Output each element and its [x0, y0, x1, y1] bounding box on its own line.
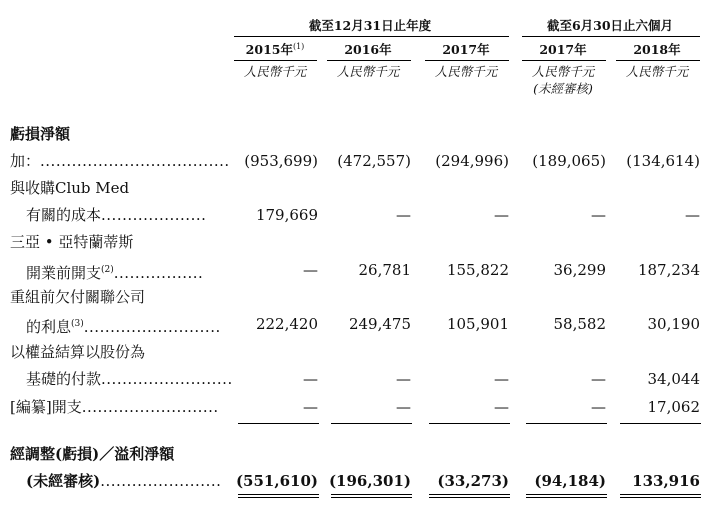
- unit-label: 人民幣千元: [336, 64, 400, 79]
- unit-label: 人民幣千元: [625, 64, 689, 79]
- year-header-2017: 2017年: [442, 42, 490, 57]
- total-rule: [238, 497, 319, 498]
- unit-label: 人民幣千元: [434, 64, 498, 79]
- year-rule: [327, 60, 411, 61]
- add-2017-h1: (189,065): [532, 152, 606, 170]
- redacted-2016: —: [396, 398, 411, 416]
- subtotal-rule: [238, 423, 319, 424]
- clubmed-label-line1: 與收購Club Med: [10, 179, 130, 197]
- add-label: 加：....................................: [10, 152, 230, 170]
- total-rule: [429, 497, 510, 498]
- year-header-2018-h1: 2018年: [633, 42, 681, 57]
- clubmed-2018-h1: —: [685, 206, 700, 224]
- unit-label: 人民幣千元: [243, 64, 307, 79]
- interest-2018-h1: 30,190: [647, 315, 700, 333]
- header-rule: [522, 36, 700, 37]
- subtotal-rule: [620, 423, 701, 424]
- total-rule: [620, 497, 701, 498]
- add-2016: (472,557): [337, 152, 411, 170]
- year-header-2015: 2015年$^{(1)}$: [245, 41, 305, 57]
- sanya-2016: 26,781: [358, 261, 411, 279]
- adjusted-label-line1: 經調整(虧損)／溢利淨額: [10, 445, 175, 463]
- redacted-2017: —: [494, 398, 509, 416]
- share-2017: —: [494, 370, 509, 388]
- redacted-2015: —: [303, 398, 318, 416]
- sanya-2015: —: [303, 261, 318, 279]
- adjusted-2018-h1: 133,916: [632, 472, 700, 490]
- total-rule: [526, 497, 607, 498]
- unaudited-label: (未經審核): [533, 81, 593, 96]
- clubmed-2015: 179,669: [255, 206, 318, 224]
- interest-2015: 222,420: [255, 315, 318, 333]
- interest-2017-h1: 58,582: [553, 315, 606, 333]
- subtotal-rule: [331, 423, 412, 424]
- header-rule: [234, 36, 509, 37]
- interest-label: 的利息$^{(3)}$..........................: [26, 318, 221, 336]
- share-label: 基礎的付款.........................: [26, 370, 233, 388]
- clubmed-2017: —: [494, 206, 509, 224]
- unit-label: 人民幣千元: [531, 64, 595, 79]
- total-rule: [620, 494, 701, 495]
- share-2017-h1: —: [591, 370, 606, 388]
- sanya-2017-h1: 36,299: [553, 261, 606, 279]
- add-2015: (953,699): [244, 152, 318, 170]
- interest-label-line1: 重組前欠付關聯公司: [10, 288, 146, 306]
- clubmed-2017-h1: —: [591, 206, 606, 224]
- group-header-year-end: 截至12月31日止年度: [308, 18, 432, 33]
- adjusted-2015: (551,610): [235, 472, 318, 490]
- interest-2017: 105,901: [446, 315, 509, 333]
- interest-2016: 249,475: [348, 315, 411, 333]
- redacted-label: [編纂]開支..........................: [10, 398, 219, 416]
- sanya-2017: 155,822: [446, 261, 509, 279]
- share-2015: —: [303, 370, 318, 388]
- year-header-2016: 2016年: [344, 42, 392, 57]
- sanya-2018-h1: 187,234: [637, 261, 700, 279]
- total-rule: [526, 494, 607, 495]
- redacted-2018-h1: 17,062: [647, 398, 700, 416]
- sanya-label-line1: 三亞 • 亞特蘭蒂斯: [10, 233, 134, 251]
- share-label-line1: 以權益結算以股份為: [10, 343, 146, 361]
- share-2018-h1: 34,044: [647, 370, 700, 388]
- adjusted-label: (未經審核).......................: [26, 472, 222, 490]
- year-rule: [234, 60, 317, 61]
- year-rule: [425, 60, 509, 61]
- subtotal-rule: [429, 423, 510, 424]
- clubmed-label: 有關的成本....................: [26, 206, 207, 224]
- total-rule: [331, 497, 412, 498]
- sanya-label: 開業前開支$^{(2)}$.................: [26, 264, 204, 282]
- year-rule: [522, 60, 606, 61]
- subtotal-rule: [526, 423, 607, 424]
- group-header-six-months: 截至6月30日止六個月: [546, 18, 674, 33]
- year-rule: [616, 60, 700, 61]
- redacted-2017-h1: —: [591, 398, 606, 416]
- add-2018-h1: (134,614): [626, 152, 700, 170]
- adjusted-2017-h1: (94,184): [534, 472, 606, 490]
- total-rule: [331, 494, 412, 495]
- clubmed-2016: —: [396, 206, 411, 224]
- adjusted-2017: (33,273): [437, 472, 509, 490]
- net-loss-label: 虧損淨額: [10, 125, 71, 143]
- total-rule: [429, 494, 510, 495]
- total-rule: [238, 494, 319, 495]
- add-2017: (294,996): [435, 152, 509, 170]
- share-2016: —: [396, 370, 411, 388]
- year-header-2017-h1: 2017年: [539, 42, 587, 57]
- adjusted-2016: (196,301): [328, 472, 411, 490]
